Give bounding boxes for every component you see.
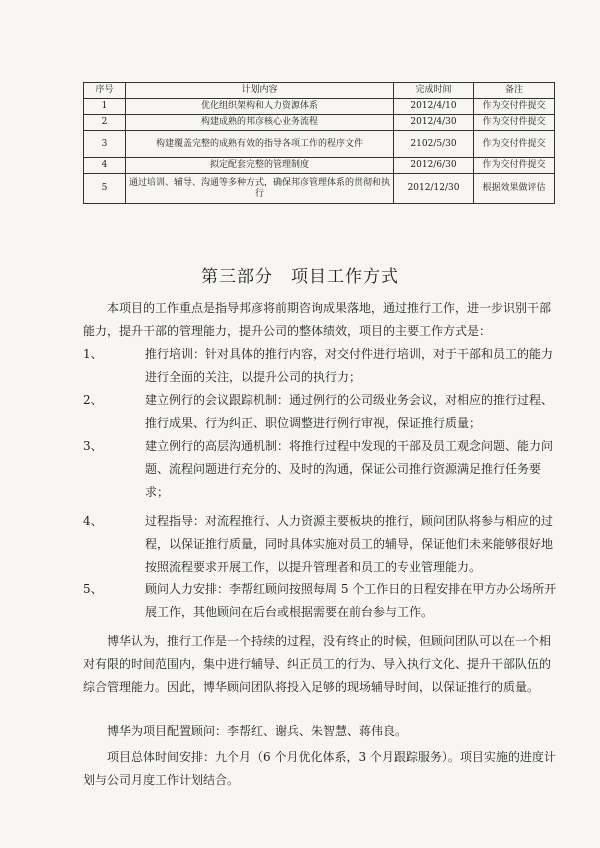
cell-note: 作为交付件提交: [474, 131, 555, 158]
method-item: [83, 510, 563, 579]
intro-paragraph: 本项目的工作重点是指导邦彦将前期咨询成果落地，通过推行工作，进一步识别干部能力，提升干部的管理能力，提升公司的整体绩效，项目的主要工作方式是：: [83, 301, 552, 338]
cell-time: 2102/5/30: [394, 131, 474, 158]
cell-time: 2012/12/30: [394, 174, 474, 204]
header-no: 序号: [84, 83, 126, 99]
cell-note: 作为交付件提交: [474, 158, 555, 174]
cell-note: 作为交付件提交: [474, 115, 555, 131]
cell-no: 1: [84, 99, 126, 115]
consultants-paragraph: 博华为项目配置顾问：李帮红、谢兵、朱智慧、蒋伟良。: [107, 724, 408, 738]
plan-table: [83, 82, 555, 204]
cell-time: 2012/6/30: [394, 158, 474, 174]
item-text: 过程指导：对流程推行、人力资源主要板块的推行，顾问团队将参与相应的过程，以保证推行质量，同时具体实施对员工的辅导，保证他们未来能够很好地按照流程要求开展工作，以提升管理者和员工的专业管理能力。: [145, 514, 554, 574]
item-number: 1、: [83, 347, 103, 361]
cell-content: 优化组织架构和人力资源体系: [126, 99, 394, 115]
cell-note: 作为交付件提交: [474, 99, 555, 115]
header-note: 备注: [474, 83, 555, 99]
method-item: [83, 343, 563, 389]
header-content: 计划内容: [126, 83, 394, 99]
cell-no: 3: [84, 131, 126, 158]
header-time: 完成时间: [394, 83, 474, 99]
item-text: 建立例行的会议跟踪机制：通过例行的公司级业务会议，对相应的推行过程、推行成果、行为纠正、职位调整进行例行审视，保证推行质量；: [145, 393, 554, 430]
table-row: [84, 131, 555, 158]
item-number: 2、: [83, 393, 103, 407]
cell-no: 2: [84, 115, 126, 131]
section-title: 第三部分 项目工作方式: [201, 267, 399, 287]
method-item: [83, 578, 563, 624]
cell-time: 2012/4/10: [394, 99, 474, 115]
cell-content: 通过培训、辅导、沟通等多种方式，确保邦彦管理体系的贯彻和执行: [126, 174, 394, 204]
table-row: [84, 115, 555, 131]
cell-content: 构建成熟的邦彦核心业务流程: [126, 115, 394, 131]
cell-no: 5: [84, 174, 126, 204]
cell-note: 根据效果做评估: [474, 174, 555, 204]
item-text: 推行培训：针对具体的推行内容，对交付件进行培训，对于干部和员工的能力进行全面的关注，以提升公司的执行力；: [145, 347, 554, 384]
cell-no: 4: [84, 158, 126, 174]
cell-content: 拟定配套完整的管理制度: [126, 158, 394, 174]
item-text: 顾问人力安排：李帮红顾问按照每周 5 个工作日的日程安排在甲方办公场所开展工作，其他顾问在后台或根据需要在前台参与工作。: [145, 582, 557, 619]
method-item: [83, 435, 563, 504]
table-row: [84, 99, 555, 115]
item-number: 4、: [83, 514, 103, 528]
table-row: [84, 174, 555, 204]
cell-content: 构建覆盖完整的成熟有效的指导各项工作的程序文件: [126, 131, 394, 158]
table-header-row: [84, 83, 555, 99]
cell-time: 2012/4/30: [394, 115, 474, 131]
item-text: 建立例行的高层沟通机制：将推行过程中发现的干部及员工观念问题、能力问题、流程问题进行充分的、及时的沟通，保证公司推行资源满足推行任务要求；: [145, 439, 554, 499]
schedule-paragraph: 项目总体时间安排：九个月（6 个月优化体系，3 个月跟踪服务）。项目实施的进度计划与公司月度工作计划结合。: [83, 750, 556, 787]
item-number: 3、: [83, 439, 103, 453]
table-row: [84, 158, 555, 174]
body-paragraph: 博华认为，推行工作是一个持续的过程，没有终止的时候，但顾问团队可以在一个相对有限的时间范围内，集中进行辅导、纠正员工的行为、导入执行文化、提升干部队伍的综合管理能力。因此，博华顾问团队将投入足够的现场辅导时间，以保证推行的质量。: [83, 634, 552, 694]
item-number: 5、: [83, 582, 103, 596]
method-item: [83, 389, 563, 435]
